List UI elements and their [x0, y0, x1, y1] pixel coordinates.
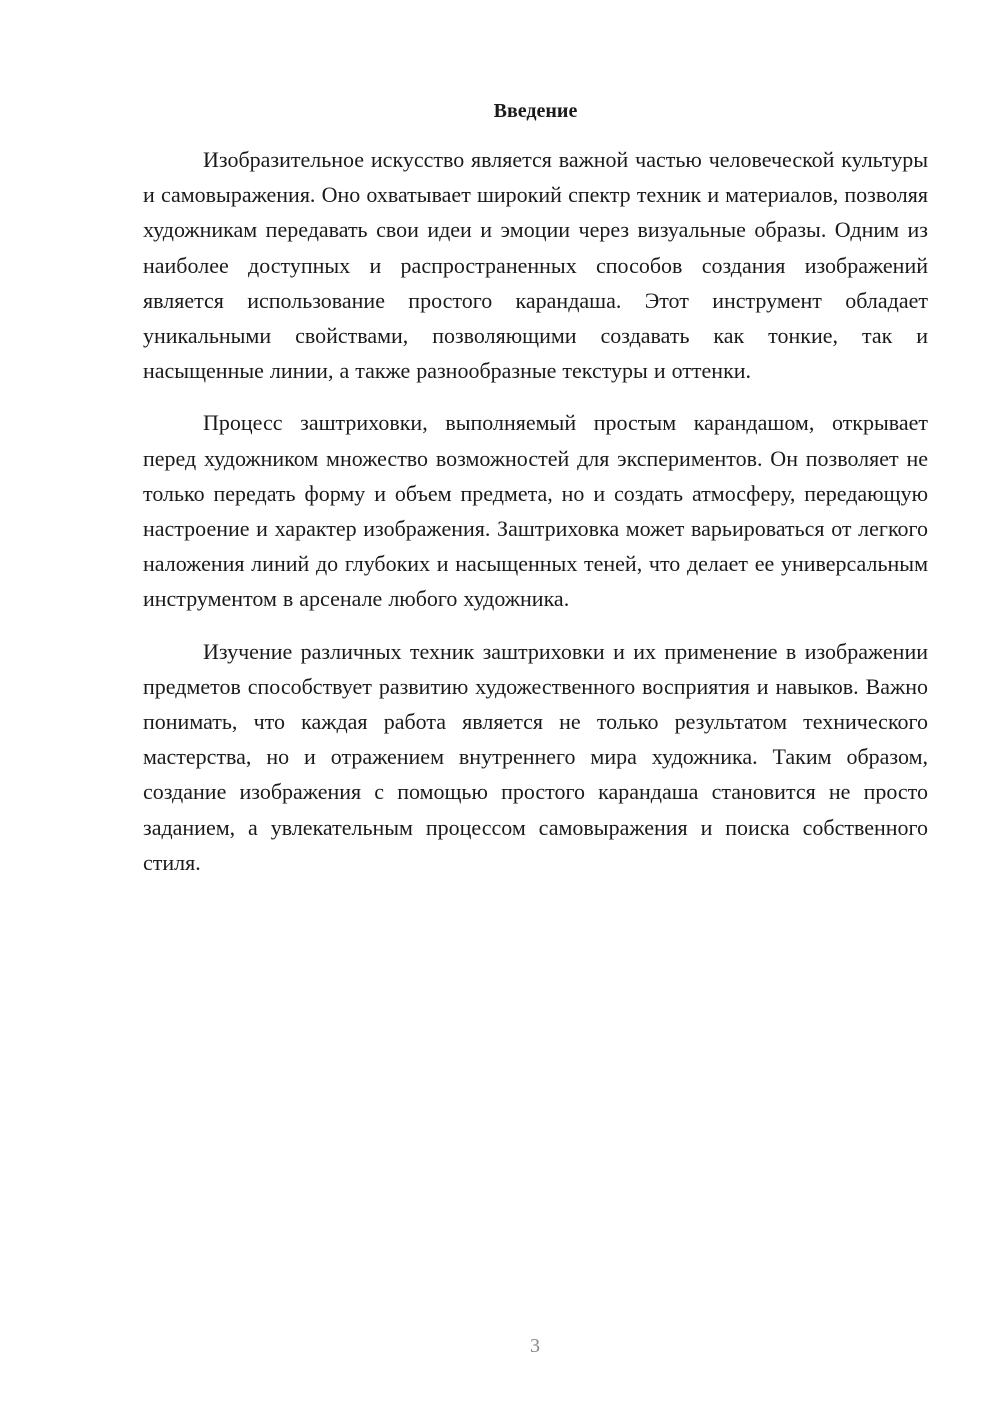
body-text: [143, 142, 928, 897]
paragraph-3: Изучение различных техник заштриховки и их применение в изображении предметов способствует развитию художественного восприятия и навыков. Важно понимать, что каждая работа является не только результатом технического мастерства, но и отражением внутреннего мира художника. Таким образом, создание изображения с помощью простого карандаша становится не просто заданием, а увлекательным процессом самовыражения и поиска собственного стиля.: [143, 638, 928, 875]
section-heading: Введение: [493, 100, 578, 122]
page-number: 3: [530, 1335, 540, 1357]
paragraph-1: Изобразительное искусство является важной частью человеческой культуры и самовыражения. Оно охватывает широкий спектр техник и материалов, позволяя художникам передавать свои идеи и эмоции через визуальные образы. Одним из наиболее доступных и распространенных способов создания изображений является использование простого карандаша. Этот инструмент обладает уникальными свойствами, позволяющими создавать как тонкие, так и насыщенные линии, а также разнообразные текстуры и оттенки.: [143, 147, 928, 384]
paragraph-2: Процесс заштриховки, выполняемый простым карандашом, открывает перед художником множество возможностей для экспериментов. Он позволяет не только передать форму и объем предмета, но и создать атмосферу, передающую настроение и характер изображения. Заштриховка может варьироваться от легкого наложения линий до глубоких и насыщенных теней, что делает ее универсальным инструментом в арсенале любого художника.: [143, 410, 928, 612]
